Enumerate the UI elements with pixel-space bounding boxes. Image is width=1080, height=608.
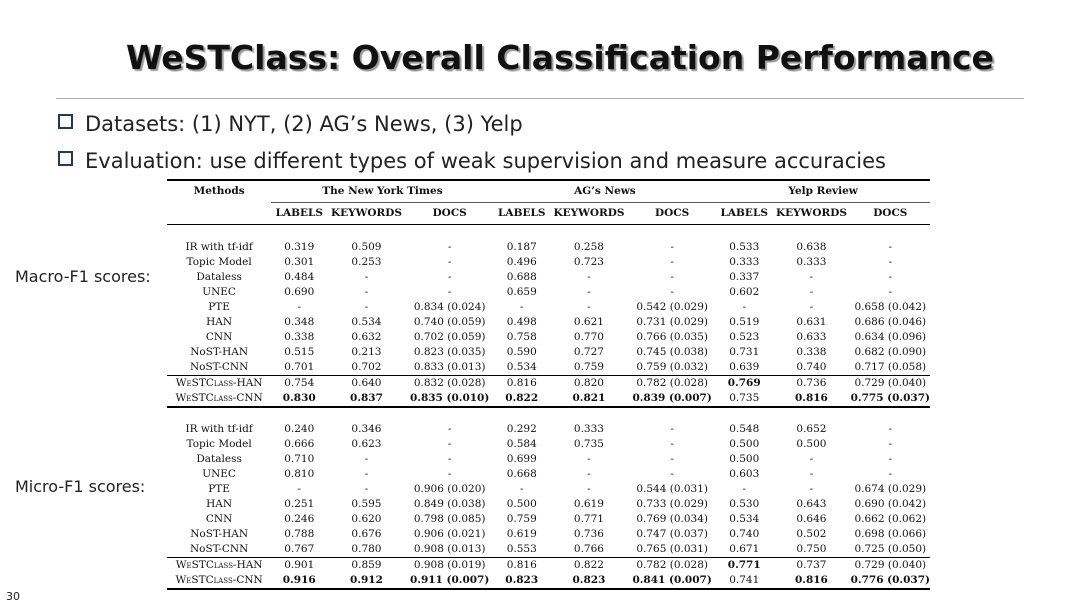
score-cell: 0.502 [796, 528, 827, 540]
score-cell: 0.553 [506, 543, 537, 555]
score-cell: 0.620 [351, 513, 382, 525]
score-cell: 0.823 (0.035) [413, 346, 486, 358]
score-cell: - [809, 468, 814, 480]
row-spacer [167, 225, 930, 241]
table-row [167, 270, 930, 285]
score-cell: 0.735 [729, 392, 760, 404]
score-cell: 0.500 [729, 438, 760, 450]
score-cell: 0.765 (0.031) [636, 543, 708, 555]
score-cell: 0.833 (0.013) [413, 361, 486, 373]
slide-title: WeSTClass: Overall Classification Performance [126, 38, 994, 77]
method-name: WeSTClass-CNN [175, 392, 263, 404]
score-cell: 0.822 [505, 392, 539, 404]
score-cell: 0.830 [282, 392, 316, 404]
score-cell: 0.500 [506, 498, 537, 510]
score-cell: 0.771 [716, 558, 772, 574]
bullet-text: Datasets: (1) NYT, (2) AG’s News, (3) Yelp [85, 112, 523, 136]
micro-f1-label: Micro-F1 scores: [15, 477, 146, 496]
macro-f1-label: Macro-F1 scores: [15, 267, 151, 286]
score-cell: 0.740 [796, 361, 827, 373]
table-row [167, 360, 930, 376]
method-name: WeSTClass-CNN [167, 573, 271, 589]
column-header: KEYWORDS [327, 203, 405, 225]
column-header: LABELS [494, 203, 550, 225]
score-cell: 0.333 [796, 256, 827, 268]
bullet-evaluation [58, 149, 886, 173]
table-row [167, 542, 930, 558]
score-cell: 0.631 [796, 316, 827, 328]
score-cell: 0.759 [506, 513, 537, 525]
score-cell: 0.702 (0.059) [413, 331, 486, 343]
score-cell: - [670, 423, 674, 435]
score-cell: - [888, 438, 893, 450]
score-cell: 0.782 (0.028) [628, 558, 716, 574]
column-header: KEYWORDS [550, 203, 628, 225]
method-name: CNN [205, 513, 233, 525]
score-cell: 0.496 [506, 256, 537, 268]
score-cell: 0.729 (0.040) [851, 376, 930, 392]
column-header: LABELS [716, 203, 772, 225]
score-cell: - [742, 301, 746, 313]
score-cell: 0.737 [772, 558, 850, 574]
score-cell: - [587, 271, 591, 283]
table-row [167, 330, 930, 345]
score-cell: 0.632 [351, 331, 382, 343]
score-cell: 0.736 [772, 376, 850, 392]
score-cell: 0.736 [573, 528, 604, 540]
table-row [167, 512, 930, 527]
score-cell: 0.731 [729, 346, 760, 358]
score-cell: 0.333 [729, 256, 760, 268]
score-cell: 0.240 [284, 423, 315, 435]
score-cell: - [670, 453, 674, 465]
score-cell: - [447, 468, 452, 480]
score-cell: - [809, 271, 814, 283]
column-header: LABELS [271, 203, 327, 225]
score-cell: - [364, 286, 369, 298]
score-cell: - [670, 468, 674, 480]
score-cell: 0.766 [573, 543, 604, 555]
table-row [167, 391, 930, 407]
score-cell: 0.659 [506, 286, 537, 298]
score-cell: 0.253 [351, 256, 382, 268]
score-cell: - [888, 271, 893, 283]
score-cell: - [447, 438, 452, 450]
score-cell: - [447, 286, 452, 298]
score-cell: 0.623 [351, 438, 382, 450]
bullet-text: Evaluation: use different types of weak supervision and measure accuracies [85, 149, 886, 173]
score-cell: 0.816 [772, 573, 850, 589]
score-cell: 0.484 [284, 271, 315, 283]
score-cell: 0.723 [573, 256, 604, 268]
score-cell: 0.643 [796, 498, 827, 510]
score-cell: 0.821 [572, 392, 606, 404]
score-cell: 0.671 [729, 543, 760, 555]
divider-cell [167, 407, 930, 422]
score-cell: 0.590 [506, 346, 537, 358]
table-row [167, 315, 930, 330]
score-cell: 0.759 (0.032) [636, 361, 708, 373]
score-cell: 0.292 [506, 423, 537, 435]
table-row [167, 345, 930, 360]
score-cell: 0.710 [284, 453, 315, 465]
group-header-nyt: The New York Times [271, 180, 493, 203]
column-header: DOCS [406, 203, 494, 225]
score-cell: 0.823 [550, 573, 628, 589]
score-cell: 0.832 (0.028) [406, 376, 494, 392]
score-cell: 0.816 [494, 558, 550, 574]
score-cell: 0.767 [284, 543, 315, 555]
score-cell: 0.646 [796, 513, 827, 525]
column-header: DOCS [851, 203, 930, 225]
score-cell: 0.500 [729, 453, 760, 465]
table-row [167, 285, 930, 300]
score-cell: 0.686 (0.046) [854, 316, 927, 328]
score-cell: 0.519 [729, 316, 760, 328]
method-name: NoST-CNN [189, 543, 249, 555]
score-cell: 0.816 [494, 376, 550, 392]
score-cell: 0.771 [573, 513, 604, 525]
method-name: WeSTClass-HAN [167, 558, 271, 574]
score-cell: 0.849 (0.038) [413, 498, 486, 510]
score-cell: 0.731 (0.029) [636, 316, 708, 328]
score-cell: - [364, 301, 369, 313]
score-cell: 0.717 (0.058) [854, 361, 927, 373]
score-cell: 0.639 [729, 361, 760, 373]
score-cell: 0.690 (0.042) [854, 498, 927, 510]
page-number: 30 [6, 590, 20, 603]
score-cell: 0.603 [729, 468, 760, 480]
table-row [167, 255, 930, 270]
table-row [167, 558, 930, 574]
score-cell: 0.780 [351, 543, 382, 555]
score-cell: 0.533 [729, 241, 760, 253]
score-cell: 0.682 (0.090) [854, 346, 927, 358]
method-name: NoST-HAN [190, 346, 249, 358]
score-cell: 0.688 [506, 271, 537, 283]
score-cell: 0.668 [506, 468, 537, 480]
score-cell: - [670, 271, 674, 283]
score-cell: 0.769 [716, 376, 772, 392]
score-cell: - [297, 301, 302, 313]
score-cell: 0.338 [796, 346, 827, 358]
section-divider [167, 407, 930, 422]
score-cell: 0.834 (0.024) [413, 301, 486, 313]
method-name: PTE [208, 483, 230, 495]
score-cell: 0.602 [729, 286, 760, 298]
score-cell: - [447, 423, 452, 435]
method-name: Dataless [196, 453, 242, 465]
methods-subheader-blank [167, 203, 271, 225]
score-cell: - [888, 468, 893, 480]
score-cell: 0.658 (0.042) [854, 301, 927, 313]
method-name: HAN [206, 316, 233, 328]
method-name: Dataless [196, 271, 242, 283]
score-cell: - [670, 256, 674, 268]
score-cell: 0.534 [729, 513, 760, 525]
method-name: IR with tf-idf [185, 423, 253, 435]
column-header: DOCS [628, 203, 716, 225]
score-cell: 0.258 [573, 241, 604, 253]
score-cell: 0.776 (0.037) [851, 573, 930, 589]
score-cell: 0.754 [271, 376, 327, 392]
score-cell: 0.619 [573, 498, 604, 510]
score-cell: 0.523 [729, 331, 760, 343]
score-cell: 0.640 [327, 376, 405, 392]
score-cell: - [587, 483, 591, 495]
bullet-datasets [58, 112, 523, 136]
score-cell: 0.775 (0.037) [850, 392, 930, 404]
score-cell: 0.621 [573, 316, 604, 328]
methods-header: Methods [167, 180, 271, 203]
score-cell: 0.509 [351, 241, 382, 253]
score-cell: 0.901 [271, 558, 327, 574]
score-cell: - [587, 301, 591, 313]
score-cell: 0.740 [729, 528, 760, 540]
table-row [167, 376, 930, 392]
score-cell: 0.633 [796, 331, 827, 343]
score-cell: 0.816 [794, 392, 828, 404]
table-row [167, 240, 930, 255]
score-cell: 0.810 [284, 468, 315, 480]
score-cell: 0.337 [729, 271, 760, 283]
score-cell: 0.822 [550, 558, 628, 574]
checkbox-bullet-icon [58, 151, 73, 166]
score-cell: 0.835 (0.010) [409, 392, 490, 404]
score-cell: 0.542 (0.029) [636, 301, 708, 313]
score-cell: - [809, 301, 814, 313]
score-cell: - [888, 423, 893, 435]
score-cell: - [447, 453, 452, 465]
method-name: UNEC [202, 468, 236, 480]
group-header-ag: AG’s News [494, 180, 716, 203]
method-name: PTE [208, 301, 230, 313]
score-cell: 0.698 (0.066) [854, 528, 927, 540]
score-cell: 0.725 (0.050) [854, 543, 927, 555]
score-cell: 0.839 (0.007) [632, 392, 712, 404]
score-cell: 0.701 [284, 361, 315, 373]
score-cell: 0.740 (0.059) [413, 316, 486, 328]
score-cell: - [447, 241, 452, 253]
score-cell: 0.634 (0.096) [854, 331, 927, 343]
score-cell: 0.908 (0.013) [413, 543, 486, 555]
score-cell: - [670, 286, 674, 298]
score-cell: 0.666 [284, 438, 315, 450]
column-header: KEYWORDS [772, 203, 850, 225]
method-name: CNN [205, 331, 233, 343]
score-cell: 0.750 [796, 543, 827, 555]
score-cell: 0.758 [506, 331, 537, 343]
checkbox-bullet-icon [58, 114, 73, 129]
score-cell: - [670, 438, 674, 450]
method-name: NoST-HAN [190, 528, 249, 540]
score-cell: 0.544 (0.031) [636, 483, 708, 495]
spacer-cell [167, 225, 930, 241]
score-cell: - [587, 453, 591, 465]
score-cell: - [809, 483, 814, 495]
score-cell: 0.662 (0.062) [854, 513, 927, 525]
score-cell: - [587, 468, 591, 480]
score-cell: 0.333 [573, 423, 604, 435]
table-row [167, 482, 930, 497]
group-header-yelp: Yelp Review [716, 180, 930, 203]
score-cell: 0.820 [550, 376, 628, 392]
score-cell: - [809, 286, 814, 298]
score-cell: - [364, 468, 369, 480]
method-name: UNEC [202, 286, 236, 298]
score-cell: 0.348 [284, 316, 315, 328]
score-cell: 0.745 (0.038) [636, 346, 708, 358]
score-cell: - [888, 286, 893, 298]
score-cell: 0.759 [573, 361, 604, 373]
score-cell: 0.548 [729, 423, 760, 435]
score-cell: - [447, 271, 452, 283]
score-cell: 0.769 (0.034) [636, 513, 708, 525]
score-cell: 0.699 [506, 453, 537, 465]
score-cell: 0.735 [573, 438, 604, 450]
method-name: Topic Model [186, 438, 252, 450]
title-divider [56, 98, 1024, 99]
score-cell: 0.338 [284, 331, 315, 343]
score-cell: - [297, 483, 302, 495]
score-cell: - [587, 286, 591, 298]
score-cell: - [364, 271, 369, 283]
table-row [167, 452, 930, 467]
score-cell: 0.788 [284, 528, 315, 540]
score-cell: 0.702 [351, 361, 382, 373]
score-cell: 0.766 (0.035) [636, 331, 708, 343]
method-name: WeSTClass-HAN [167, 376, 271, 392]
score-cell: 0.823 [494, 573, 550, 589]
results-table [167, 179, 930, 590]
method-name: HAN [206, 498, 233, 510]
score-cell: - [670, 241, 674, 253]
score-cell: 0.912 [327, 573, 405, 589]
score-cell: 0.747 (0.037) [636, 528, 708, 540]
score-cell: 0.674 (0.029) [854, 483, 927, 495]
score-cell: 0.246 [284, 513, 315, 525]
score-cell: - [888, 241, 893, 253]
score-cell: 0.906 (0.021) [413, 528, 486, 540]
score-cell: 0.584 [506, 438, 537, 450]
score-cell: 0.916 [271, 573, 327, 589]
score-cell: 0.346 [351, 423, 382, 435]
score-cell: 0.319 [284, 241, 315, 253]
score-cell: 0.841 (0.007) [628, 573, 716, 589]
score-cell: 0.595 [351, 498, 382, 510]
score-cell: 0.500 [796, 438, 827, 450]
score-cell: 0.770 [573, 331, 604, 343]
score-cell: 0.638 [796, 241, 827, 253]
score-cell: - [364, 453, 369, 465]
score-cell: - [519, 483, 524, 495]
table-row [167, 527, 930, 542]
score-cell: 0.859 [327, 558, 405, 574]
score-cell: - [364, 483, 369, 495]
score-cell: 0.530 [729, 498, 760, 510]
method-name: NoST-CNN [189, 361, 249, 373]
score-cell: 0.619 [506, 528, 537, 540]
table-row [167, 467, 930, 482]
score-cell: 0.534 [506, 361, 537, 373]
score-cell: 0.534 [351, 316, 382, 328]
score-cell: 0.911 (0.007) [406, 573, 494, 589]
score-cell: 0.837 [350, 392, 383, 404]
table-row [167, 573, 930, 589]
score-cell: 0.187 [506, 241, 537, 253]
table-row [167, 437, 930, 452]
score-cell: - [888, 453, 893, 465]
table-row [167, 497, 930, 512]
score-cell: 0.213 [351, 346, 382, 358]
score-cell: 0.652 [796, 423, 827, 435]
score-cell: 0.908 (0.019) [406, 558, 494, 574]
score-cell: 0.690 [284, 286, 315, 298]
score-cell: 0.251 [284, 498, 315, 510]
score-cell: 0.301 [284, 256, 315, 268]
score-cell: 0.906 (0.020) [413, 483, 486, 495]
method-name: Topic Model [186, 256, 252, 268]
score-cell: 0.515 [284, 346, 315, 358]
score-cell: 0.798 (0.085) [413, 513, 486, 525]
score-cell: 0.741 [716, 573, 772, 589]
table-row [167, 422, 930, 437]
score-cell: 0.727 [573, 346, 604, 358]
score-cell: - [742, 483, 746, 495]
score-cell: 0.729 (0.040) [851, 558, 930, 574]
score-cell: - [888, 256, 893, 268]
score-cell: 0.498 [506, 316, 537, 328]
score-cell: 0.733 (0.029) [636, 498, 708, 510]
score-cell: - [809, 453, 814, 465]
table-row [167, 300, 930, 315]
method-name: IR with tf-idf [185, 241, 253, 253]
score-cell: 0.676 [351, 528, 382, 540]
score-cell: 0.782 (0.028) [628, 376, 716, 392]
score-cell: - [447, 256, 452, 268]
score-cell: - [519, 301, 524, 313]
